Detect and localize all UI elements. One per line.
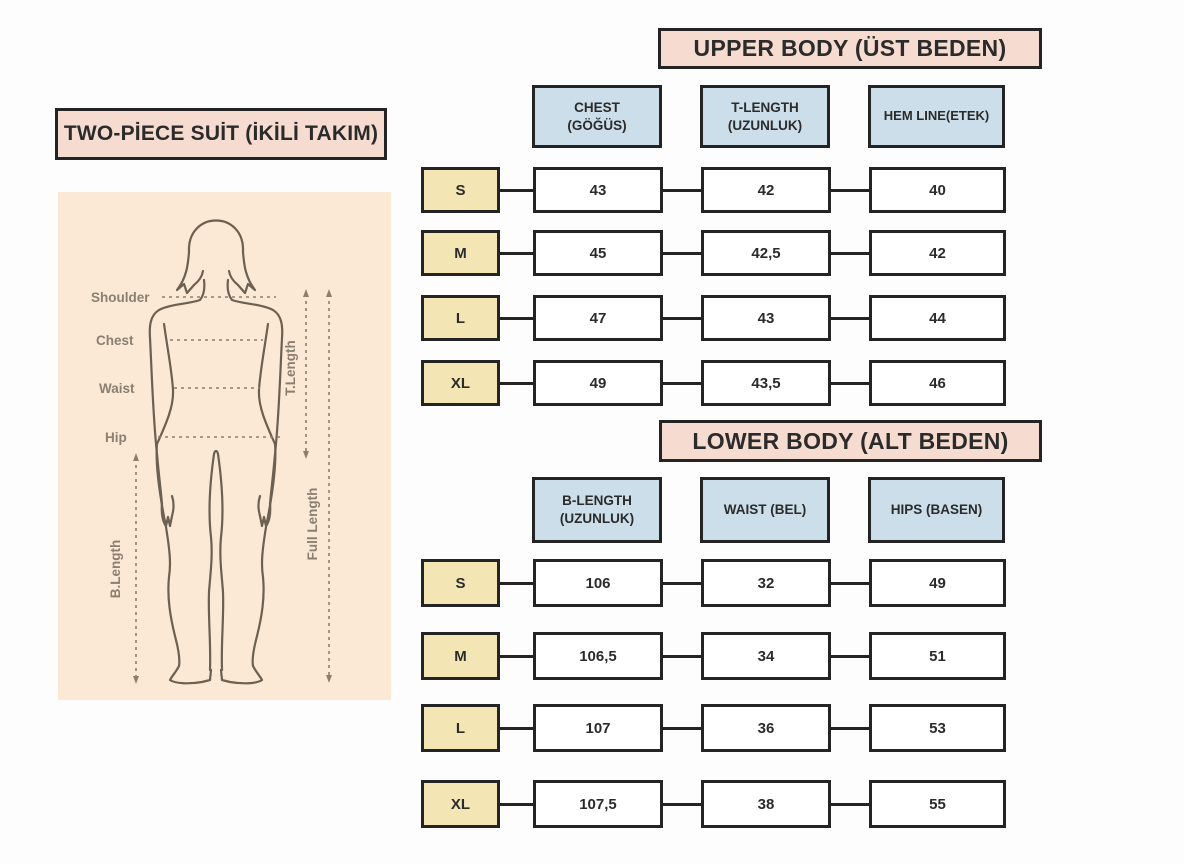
column-header-line: HIPS (BASEN) [890, 502, 983, 518]
connector-line [500, 582, 533, 585]
column-header-line: HEM LINE(ETEK) [883, 108, 990, 124]
upper-table-row-m [421, 230, 1006, 276]
value-cell: 51 [869, 632, 1006, 680]
column-header-line: (UZUNLUK) [727, 117, 803, 133]
upper-body-header [658, 28, 1042, 69]
connector-line [831, 317, 869, 320]
value-cell: 49 [533, 360, 663, 406]
value-cell: 55 [869, 780, 1006, 828]
connector-line [500, 382, 533, 385]
size-label: M [421, 632, 500, 680]
column-header-line: T-LENGTH [731, 99, 799, 115]
connector-line [663, 189, 701, 192]
value-cell: 42,5 [701, 230, 831, 276]
column-header-t-length [700, 85, 830, 148]
connector-line [500, 317, 533, 320]
value-cell: 36 [701, 704, 831, 752]
value-cell: 106,5 [533, 632, 663, 680]
connector-line [831, 189, 869, 192]
value-cell: 42 [701, 167, 831, 213]
connector-line [500, 252, 533, 255]
column-header-line: (UZUNLUK) [559, 511, 635, 526]
measurement-arrowheads [133, 289, 332, 684]
connector-line [831, 582, 869, 585]
connector-line [663, 582, 701, 585]
b-length-label: B.Length [108, 539, 123, 599]
connector-line [500, 655, 533, 658]
size-label: S [421, 167, 500, 213]
connector-line [831, 803, 869, 806]
value-cell: 53 [869, 704, 1006, 752]
connector-line [663, 252, 701, 255]
value-cell: 46 [869, 360, 1006, 406]
connector-line [663, 803, 701, 806]
full-length-label: Full Length [305, 487, 320, 561]
value-cell: 43 [701, 295, 831, 341]
value-cell: 107,5 [533, 780, 663, 828]
value-cell: 43 [533, 167, 663, 213]
upper-table-row-s [421, 167, 1006, 213]
size-label: L [421, 295, 500, 341]
product-title: TWO-PİECE SUİT (İKİLİ TAKIM) [63, 122, 379, 145]
upper-body-title: UPPER BODY (ÜST BEDEN) [693, 35, 1007, 61]
value-cell: 106 [533, 559, 663, 607]
size-label: M [421, 230, 500, 276]
column-header-line: WAIST (BEL) [723, 502, 807, 518]
hip-label: Hip [105, 430, 127, 445]
connector-line [663, 655, 701, 658]
column-header-line: (GÖĞÜS) [567, 117, 627, 133]
column-header-line: B-LENGTH [562, 493, 632, 509]
column-header-hips [868, 477, 1005, 543]
connector-line [663, 382, 701, 385]
connector-line [500, 189, 533, 192]
connector-line [500, 727, 533, 730]
column-header-b-length [532, 477, 662, 543]
value-cell: 43,5 [701, 360, 831, 406]
connector-line [663, 317, 701, 320]
value-cell: 34 [701, 632, 831, 680]
value-cell: 40 [869, 167, 1006, 213]
connector-line [663, 727, 701, 730]
body-figure-svg [58, 192, 391, 700]
body-figure-outline [150, 221, 282, 684]
product-title-box [55, 108, 387, 160]
value-cell: 49 [869, 559, 1006, 607]
value-cell: 47 [533, 295, 663, 341]
connector-line [831, 382, 869, 385]
connector-line [831, 655, 869, 658]
value-cell: 45 [533, 230, 663, 276]
connector-line [500, 803, 533, 806]
value-cell: 32 [701, 559, 831, 607]
column-header-line: CHEST [574, 99, 620, 115]
size-label: XL [421, 360, 500, 406]
value-cell: 107 [533, 704, 663, 752]
lower-body-header [659, 420, 1042, 462]
lower-body-title: LOWER BODY (ALT BEDEN) [692, 427, 1009, 454]
lower-table-row-l [421, 704, 1006, 752]
upper-table-row-xl [421, 360, 1006, 406]
value-cell: 38 [701, 780, 831, 828]
chest-label: Chest [96, 333, 134, 348]
lower-table-row-m [421, 632, 1006, 680]
t-length-label: T.Length [283, 340, 298, 396]
column-header-chest [532, 85, 662, 148]
lower-table-row-xl [421, 780, 1006, 828]
waist-label: Waist [99, 381, 135, 396]
shoulder-label: Shoulder [91, 290, 150, 305]
value-cell: 44 [869, 295, 1006, 341]
upper-table-row-l [421, 295, 1006, 341]
value-cell: 42 [869, 230, 1006, 276]
body-measurement-diagram [58, 192, 391, 700]
size-label: S [421, 559, 500, 607]
column-header-hem-line [868, 85, 1005, 148]
size-label: XL [421, 780, 500, 828]
lower-table-row-s [421, 559, 1006, 607]
size-label: L [421, 704, 500, 752]
column-header-waist [700, 477, 830, 543]
connector-line [831, 252, 869, 255]
connector-line [831, 727, 869, 730]
